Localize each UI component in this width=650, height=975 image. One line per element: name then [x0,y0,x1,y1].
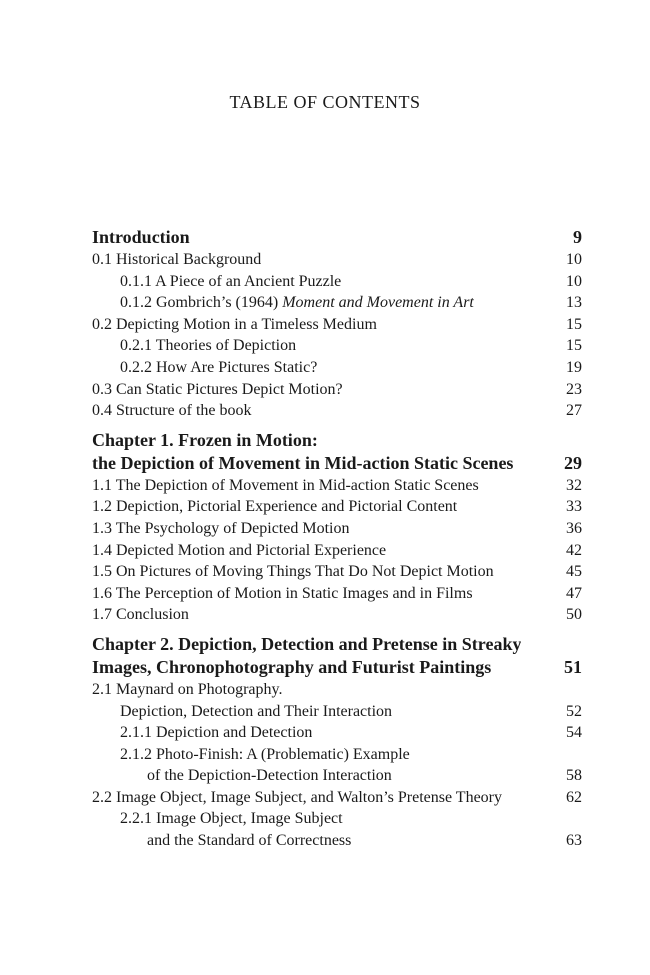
toc-entry-label: 0.1 Historical Background [92,251,262,268]
toc-entry [92,722,582,744]
toc-entry-introduction [92,226,582,249]
toc-entry-label: 2.2.1 Image Object, Image Subject [120,810,343,828]
toc-entry-page: 23 [566,380,582,398]
toc-entry [92,357,582,379]
toc-entry [92,679,582,701]
toc-entry-page: 50 [566,606,582,624]
toc-entry-label: 1.3 The Psychology of Depicted Motion [92,519,350,537]
toc-entry-page: 10 [566,251,582,268]
toc-entry [92,475,582,497]
toc-entry-page: 54 [566,724,582,742]
toc-entry-label: 1.5 On Pictures of Moving Things That Do Not Depict Motion [92,563,494,581]
toc-entry-page: 9 [573,227,582,247]
toc-entry [92,583,582,605]
toc-entry [92,701,582,723]
toc-entry-label: 2.1 Maynard on Photography. [92,680,283,698]
toc-chapter-1 [92,452,582,475]
toc-entry-page: 62 [566,788,582,806]
toc-entry-label: 0.2.2 How Are Pictures Static? [120,358,318,376]
table-of-contents [92,226,582,852]
toc-entry-page: 33 [566,498,582,516]
toc-entry-label: 1.6 The Perception of Motion in Static Images and in Films [92,584,473,602]
toc-entry [92,787,582,809]
toc-entry-label: 0.1.1 A Piece of an Ancient Puzzle [120,272,342,290]
toc-entry-label: 1.2 Depiction, Pictorial Experience and Pictorial Content [92,498,458,516]
page-title: TABLE OF CONTENTS [229,92,421,112]
toc-entry-page: 15 [566,315,582,333]
toc-entry-page: 36 [566,519,582,537]
toc-entry [92,518,582,540]
toc-entry-label: and the Standard of Correctness [147,832,352,850]
toc-entry [92,604,582,626]
toc-entry-page: 13 [566,294,582,312]
toc-entry-page: 19 [566,358,582,376]
toc-entry [92,379,582,401]
toc-entry [92,540,582,562]
toc-entry [92,496,582,518]
toc-entry-label: 2.1.2 Photo-Finish: A (Problematic) Example [120,745,410,763]
toc-entry-page: 51 [564,656,582,677]
toc-entry-page: 58 [566,767,582,785]
toc-entry-page: 47 [566,584,582,602]
toc-entry [92,249,582,271]
toc-entry-page: 10 [566,272,582,290]
toc-entry-page: 52 [566,702,582,720]
toc-entry [92,271,582,293]
toc-entry-label: the Depiction of Movement in Mid-action Static Scenes [92,452,514,473]
toc-entry-label: 0.3 Can Static Pictures Depict Motion? [92,380,343,398]
toc-entry-label: 1.1 The Depiction of Movement in Mid-action Static Scenes [92,476,479,494]
toc-entry-label: Chapter 2. Depiction, Detection and Pretense in Streaky [92,633,522,654]
toc-entry-page: 42 [566,541,582,559]
toc-entry [92,335,582,357]
toc-entry-label: 1.4 Depicted Motion and Pictorial Experience [92,541,387,559]
toc-entry-page: 27 [566,402,582,420]
toc-entry [92,808,582,830]
toc-entry-page: 45 [566,563,582,581]
toc-entry [92,744,582,766]
toc-chapter-1-heading [92,429,582,452]
toc-entry [92,561,582,583]
toc-entry-label: Chapter 1. Frozen in Motion: [92,429,318,450]
toc-entry [92,292,582,314]
toc-entry-label: 1.7 Conclusion [92,606,189,624]
toc-entry-label: 2.2 Image Object, Image Subject, and Walton’s Pretense Theory [92,788,503,806]
toc-entry [92,830,582,852]
toc-entry-label: Introduction [92,227,190,247]
toc-entry [92,765,582,787]
toc-entry-page: 63 [566,832,582,850]
toc-entry-label-text: 0.1.2 Gombrich’s (1964) [120,294,283,312]
toc-entry [92,400,582,422]
toc-entry-page: 15 [566,337,582,355]
toc-entry-label-book-title: Moment and Movement in Art [282,294,474,312]
toc-entry-label: 2.1.1 Depiction and Detection [120,724,313,742]
toc-entry-label: of the Depiction-Detection Interaction [147,767,392,785]
toc-entry-label [120,292,474,314]
toc-entry-page: 32 [566,476,582,494]
toc-entry-label: Images, Chronophotography and Futurist Paintings [92,656,492,677]
toc-entry-label: 0.2 Depicting Motion in a Timeless Medium [92,315,377,333]
toc-chapter-2 [92,656,582,679]
toc-entry [92,314,582,336]
toc-entry-page: 29 [564,452,582,473]
toc-chapter-2-heading [92,633,582,656]
toc-entry-label: 0.4 Structure of the book [92,402,252,420]
toc-entry-label: Depiction, Detection and Their Interaction [120,702,393,720]
toc-entry-label: 0.2.1 Theories of Depiction [120,337,297,355]
